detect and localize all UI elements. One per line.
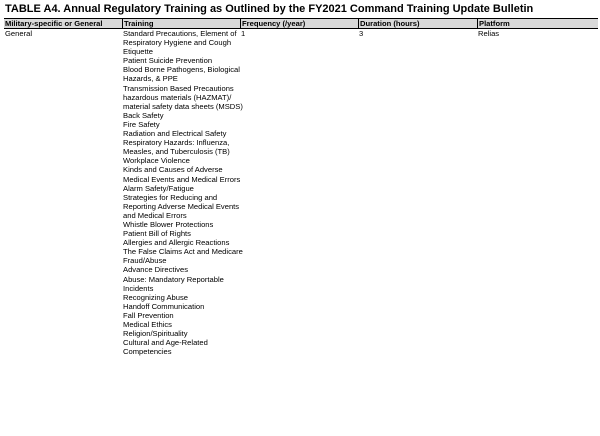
training-line: Medical Ethics (123, 320, 172, 329)
training-line: Respiratory Hazards: Influenza, (123, 138, 230, 148)
training-line: Advance Directives (123, 265, 188, 275)
table-header-row (4, 18, 598, 29)
training-line: Respiratory Hygiene and Cough (123, 38, 232, 48)
training-line: Medical Events and Medical Errors (123, 174, 241, 184)
cell-platform: Relias (478, 29, 500, 38)
training-line: Workplace Violence (123, 156, 190, 166)
header-training: Training (122, 19, 240, 28)
training-line: Incidents (123, 283, 154, 293)
header-military-specific: Military-specific or General (5, 19, 103, 28)
training-line: Alarm Safety/Fatigue (123, 183, 194, 193)
cell-training (123, 29, 246, 357)
training-line: Patient Suicide Prevention (123, 56, 213, 66)
table-caption: TABLE A4. Annual Regulatory Training as Outlined by the FY2021 Command Training Update Bulletin (5, 3, 534, 15)
training-line: Recognizing Abuse (123, 292, 189, 302)
training-line: Standard Precautions, Element of (123, 29, 237, 38)
training-line: hazardous materials (HAZMAT)/ (123, 92, 232, 102)
training-line: Etiquette (123, 47, 153, 57)
training-line: Handoff Communication (123, 301, 205, 311)
training-line: Abuse: Mandatory Reportable (123, 274, 224, 284)
training-line: Fall Prevention (123, 310, 174, 320)
training-line: Hazards, & PPE (123, 74, 178, 84)
training-line: Back Safety (123, 110, 164, 120)
training-line: and Medical Errors (123, 210, 187, 220)
training-line: Fire Safety (123, 119, 160, 129)
training-line: The False Claims Act and Medicare (123, 247, 243, 257)
training-line: Radiation and Electrical Safety (123, 129, 227, 139)
training-line: Cultural and Age-Related (123, 338, 208, 348)
training-line: Religion/Spirituality (123, 329, 188, 339)
training-line: Measles, and Tuberculosis (TB) (123, 147, 230, 157)
training-line: Competencies (123, 347, 172, 357)
training-line: material safety data sheets (MSDS) (123, 101, 243, 111)
training-line: Transmission Based Precautions (123, 83, 234, 93)
cell-frequency: 1 (241, 29, 246, 38)
header-duration: Duration (hours) (358, 19, 477, 28)
training-line: Reporting Adverse Medical Events (123, 201, 240, 211)
training-line: Blood Borne Pathogens, Biological (123, 65, 240, 75)
training-line: Patient Bill of Rights (123, 229, 191, 239)
cell-military-specific: General (5, 29, 33, 38)
training-line: Fraud/Abuse (123, 256, 167, 266)
training-line: Kinds and Causes of Adverse (123, 165, 223, 175)
training-line: Strategies for Reducing and (123, 192, 218, 202)
header-platform: Platform (477, 19, 599, 28)
training-list (123, 29, 246, 357)
training-table (4, 18, 598, 357)
training-line: Allergies and Allergic Reactions (123, 238, 230, 248)
header-frequency: Frequency (/year) (240, 19, 358, 28)
training-line: Whistle Blower Protections (123, 219, 214, 229)
cell-duration: 3 (359, 29, 364, 38)
